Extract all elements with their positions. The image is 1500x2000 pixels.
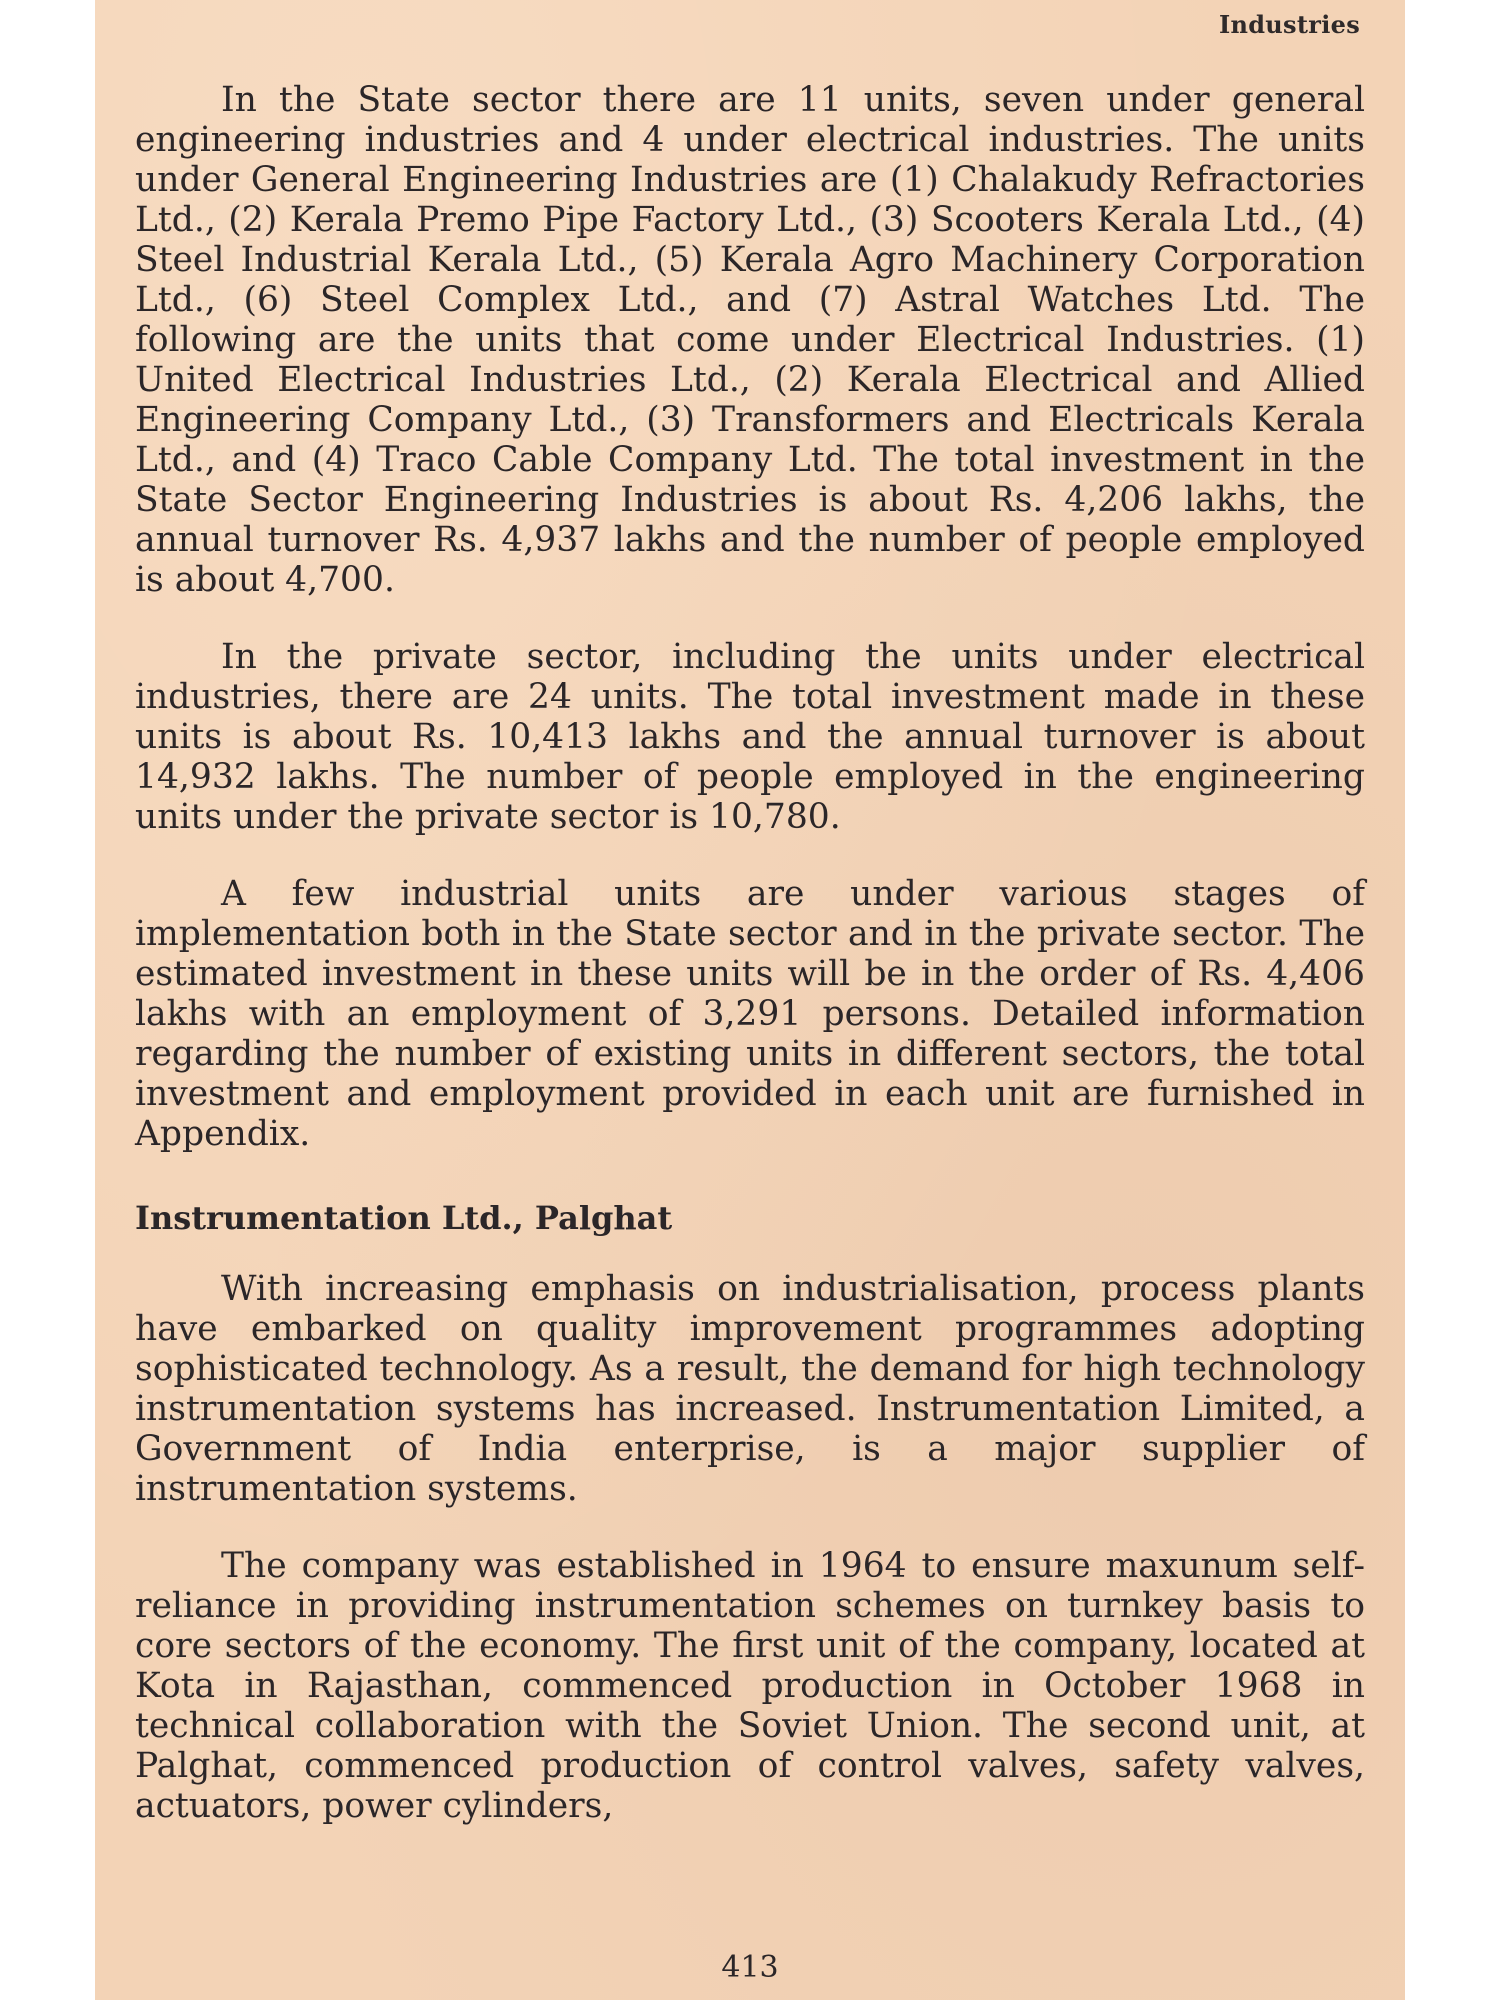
page-number: 413 [721,1950,779,1985]
paragraph-implementation: A few industrial units are under various stages of implementation both in the State sector and in the private sector. The estimated investment in these units will be in the order of Rs. 4,406 lakhs with an employment of 3,291 persons. Detailed information regarding the number of existing units in different sectors, the total investment and employment provided in each unit are furnished in Appendix. [135,874,1365,1154]
book-page [95,0,1405,2000]
page-content [135,80,1365,1863]
section-heading: Instrumentation Ltd., Palghat [135,1199,673,1237]
paragraph-instrumentation-demand: With increasing emphasis on industrialisation, process plants have embarked on quality improvement programmes adopting sophisticated technology. As a result, the demand for high technology instrumentation systems has increased. Instrumentation Limited, a Government of India enterprise, is a major supplier of instrumentation systems. [135,1269,1365,1509]
running-header: Industries [1218,10,1360,39]
paragraph-state-sector: In the State sector there are 11 units, seven under general engineering industries and 4 under electrical industries. The units under General Engineering Industries are (1) Chalakudy Refractories Ltd., (2) Kerala Premo Pipe Factory Ltd., (3) Scooters Kerala Ltd., (4) Steel Industrial Kerala Ltd., (5) Kerala Agro Machinery Corporation Ltd., (6) Steel Complex Ltd., and (7) Astral Watches Ltd. The following are the units that come under Electrical Industries. (1) United Electrical Industries Ltd., (2) Kerala Electrical and Allied Engineering Company Ltd., (3) Transformers and Electricals Kerala Ltd., and (4) Traco Cable Company Ltd. The total investment in the State Sector Engineering Industries is about Rs. 4,206 lakhs, the annual turnover Rs. 4,937 lakhs and the number of people employed is about 4,700. [135,80,1365,600]
paragraph-private-sector: In the private sector, including the units under electrical industries, there are 24 units. The total investment made in these units is about Rs. 10,413 lakhs and the annual turnover is about 14,932 lakhs. The number of people employed in the engineering units under the private sector is 10,780. [135,637,1365,837]
paragraph-company-history: The company was established in 1964 to ensure maxunum self-reliance in providing instrumentation schemes on turnkey basis to core sectors of the economy. The first unit of the company, located at Kota in Rajasthan, commenced production in October 1968 in technical collaboration with the Soviet Union. The second unit, at Palghat, commenced production of control valves, safety valves, actuators, power cylinders, [135,1546,1365,1826]
